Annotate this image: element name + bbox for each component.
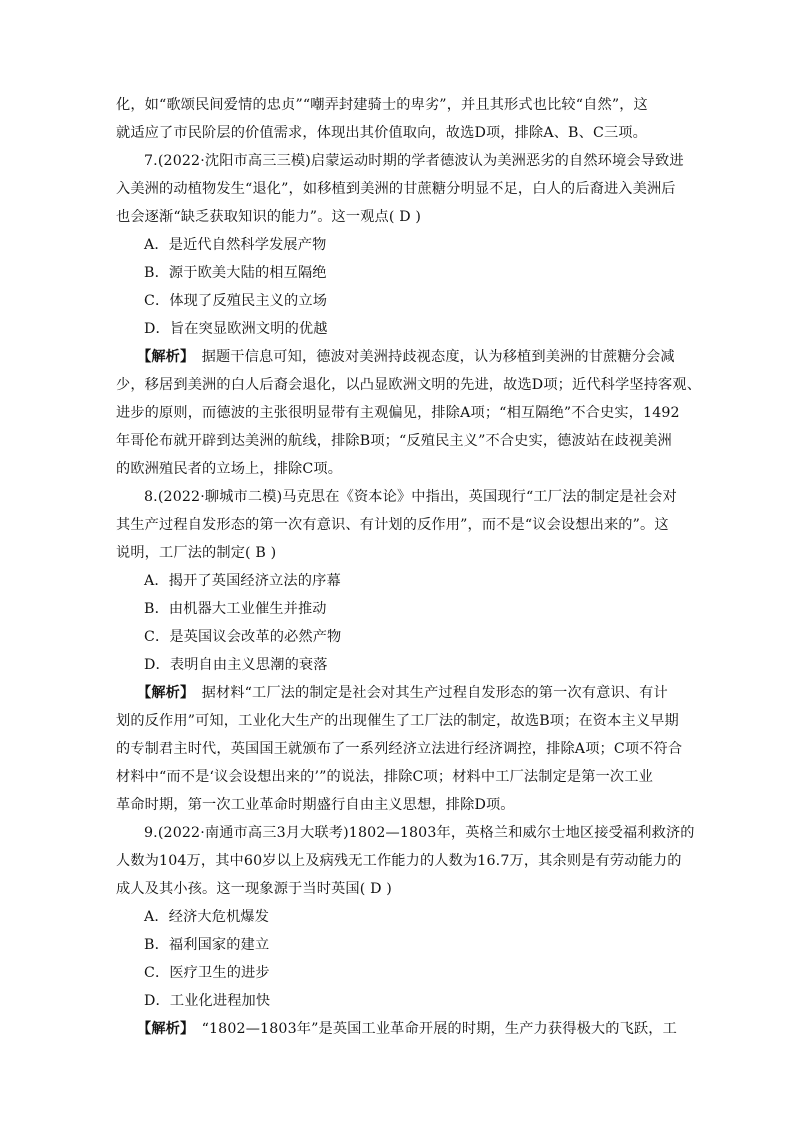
answer-option — [116, 987, 678, 1015]
line-text: C．医疗卫生的进步 — [144, 965, 270, 981]
line-text: D．表明自由主义思潮的衰落 — [144, 657, 328, 673]
line-text: A．揭开了英国经济立法的序幕 — [144, 573, 341, 589]
analysis-tag: 【解析】 — [137, 349, 188, 365]
line-text: A．是近代自然科学发展产物 — [144, 237, 327, 253]
text-line — [116, 763, 678, 791]
line-text: 少，移居到美洲的白人后裔会退化，以凸显欧洲文明的先进，故选D项；近代科学坚持客观、 — [116, 377, 702, 393]
text-line — [116, 427, 678, 455]
question-line — [116, 147, 684, 175]
text-line — [116, 847, 682, 875]
line-text: 化，如“歌颂民间爱情的忠贞”“嘲弄封建骑士的卑劣”，并且其形式也比较“自然”，这 — [116, 97, 648, 113]
text-line — [116, 455, 678, 483]
line-text: A．经济大危机爆发 — [144, 909, 270, 925]
text-line — [116, 539, 678, 567]
line-text: 7.(2022·沈阳市高三三模)启蒙运动时期的学者德波认为美洲恶劣的自然环境会导致进 — [144, 153, 684, 169]
text-line — [116, 371, 702, 399]
line-text: B．源于欧美大陆的相互隔绝 — [144, 265, 327, 281]
line-text: 人数为104万，其中60岁以上及病残无工作能力的人数为16.7万，其余则是有劳动能力的 — [116, 853, 682, 869]
line-text: 9.(2022·南通市高三3月大联考)1802—1803年，英格兰和威尔士地区接受福利救济的 — [144, 825, 695, 841]
answer-option — [116, 567, 678, 595]
line-text: 材料中“而不是‘议会设想出来的’”的说法，排除C项；材料中工厂法制定是第一次工业 — [116, 769, 653, 785]
analysis-tag: 【解析】 — [137, 685, 188, 701]
answer-option — [116, 315, 678, 343]
answer-option — [116, 231, 678, 259]
answer-option — [116, 287, 678, 315]
line-text: 据题干信息可知，德波对美洲持歧视态度，认为移植到美洲的甘蔗糖分会减 — [187, 349, 675, 365]
answer-option — [116, 623, 678, 651]
text-line — [116, 707, 678, 735]
line-text: 说明，工厂法的制定( B ) — [116, 545, 277, 561]
answer-option — [116, 959, 678, 987]
text-line — [116, 399, 678, 427]
line-text: 革命时期，第一次工业革命时期盛行自由主义思想，排除D项。 — [116, 797, 515, 813]
question-line — [116, 819, 695, 847]
answer-option — [116, 595, 678, 623]
text-line — [116, 91, 678, 119]
line-text: 的专制君主时代，英国国王就颁布了一系列经济立法进行经济调控，排除A项；C项不符合 — [116, 741, 683, 757]
line-text: 入美洲的动植物发生“退化”，如移植到美洲的甘蔗糖分明显不足，白人的后裔进入美洲后 — [116, 181, 676, 197]
line-text: “1802—1803年”是英国工业革命开展的时期，生产力获得极大的飞跃，工 — [187, 1021, 677, 1037]
text-line — [116, 119, 678, 147]
text-line — [116, 735, 683, 763]
line-text: B．由机器大工业催生并推动 — [144, 601, 327, 617]
line-text: 就适应了市民阶层的价值需求，体现出其价值取向，故选D项，排除A、B、C三项。 — [116, 125, 647, 141]
text-line — [116, 203, 678, 231]
text-line — [116, 511, 678, 539]
document-page — [116, 91, 702, 1043]
analysis-line — [116, 1015, 678, 1043]
line-text: D．旨在突显欧洲文明的优越 — [144, 321, 328, 337]
answer-option — [116, 259, 678, 287]
analysis-line — [116, 343, 678, 371]
line-text: 其生产过程自发形态的第一次有意识、有计划的反作用”，而不是“议会设想出来的”。这 — [116, 517, 669, 533]
answer-option — [116, 903, 678, 931]
line-text: C．是英国议会改革的必然产物 — [144, 629, 342, 645]
analysis-tag: 【解析】 — [137, 1021, 188, 1037]
analysis-line — [116, 679, 678, 707]
line-text: 的欧洲殖民者的立场上，排除C项。 — [116, 461, 343, 477]
answer-option — [116, 931, 678, 959]
line-text: C．体现了反殖民主义的立场 — [144, 293, 328, 309]
line-text: 也会逐渐“缺乏获取知识的能力”。这一观点( D ) — [116, 209, 422, 225]
line-text: 成人及其小孩。这一现象源于当时英国( D ) — [116, 881, 392, 897]
line-text: 进步的原则，而德波的主张很明显带有主观偏见，排除A项；“相互隔绝”不合史实，1492 — [116, 405, 680, 421]
line-text: 划的反作用”可知，工业化大生产的出现催生了工厂法的制定，故选B项；在资本主义早期 — [116, 713, 679, 729]
text-line — [116, 175, 678, 203]
line-text: 据材料“工厂法的制定是社会对其生产过程自发形态的第一次有意识、有计 — [187, 685, 668, 701]
line-text: B．福利国家的建立 — [144, 937, 270, 953]
text-line — [116, 875, 678, 903]
line-text: D．工业化进程加快 — [144, 993, 271, 1009]
text-line — [116, 791, 678, 819]
line-text: 8.(2022·聊城市二模)马克思在《资本论》中指出，英国现行“工厂法的制定是社会对 — [144, 489, 677, 505]
answer-option — [116, 651, 678, 679]
question-line — [116, 483, 678, 511]
line-text: 年哥伦布就开辟到达美洲的航线，排除B项；“反殖民主义”不合史实，德波站在歧视美洲 — [116, 433, 672, 449]
